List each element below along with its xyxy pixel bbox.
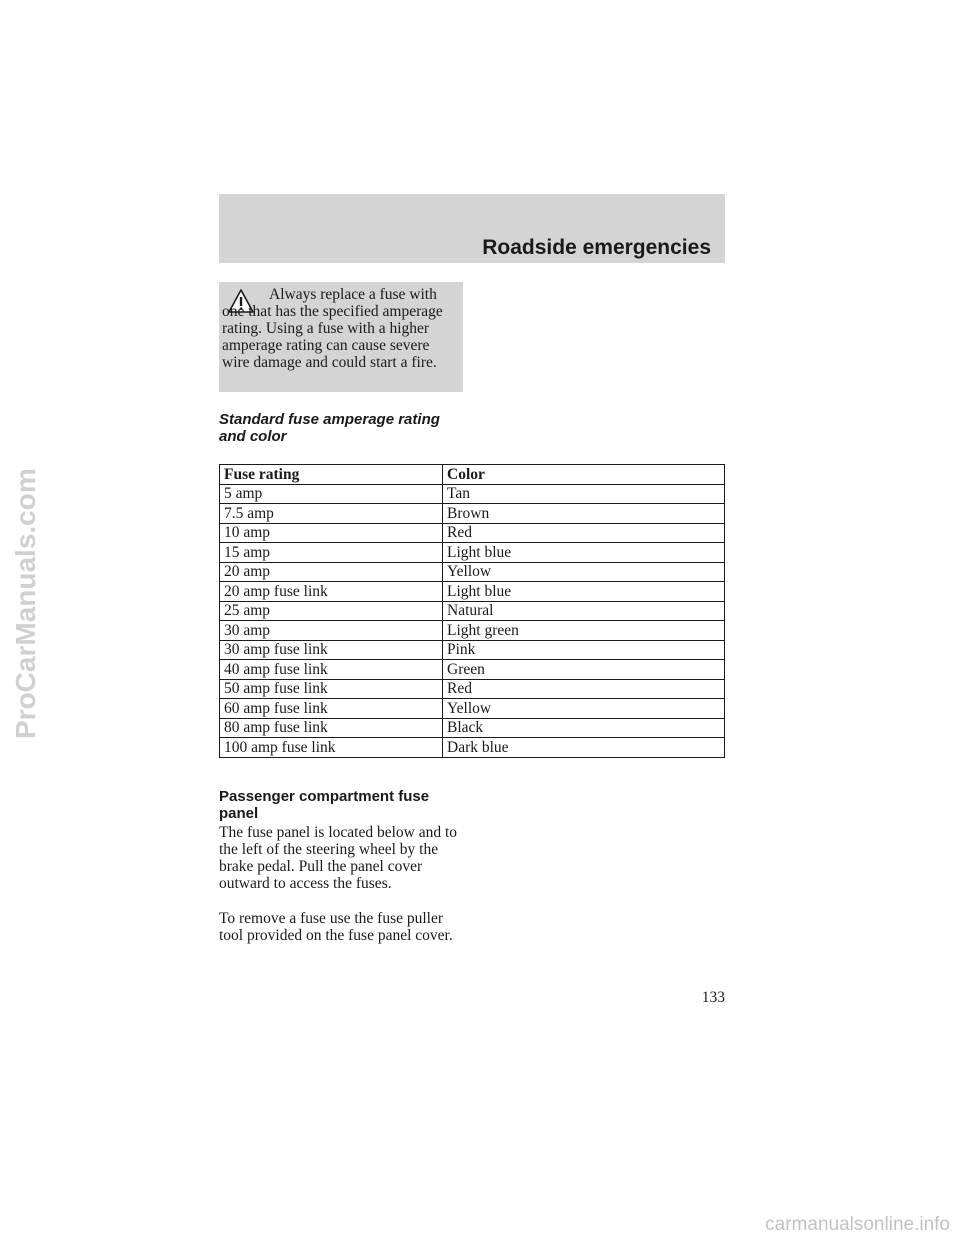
table-header-row [220,465,725,485]
table-row [220,718,725,738]
fuse-color-cell: Red [443,523,725,543]
fuse-color-cell: Brown [443,504,725,524]
table-row [220,484,725,504]
table-row [220,679,725,699]
table-row [220,640,725,660]
fuse-color-cell: Light green [443,621,725,641]
side-watermark: ProCarManuals.com [10,468,41,739]
table-row [220,582,725,602]
fuse-panel-heading [219,788,469,822]
fuse-rating-cell: 60 amp fuse link [220,699,443,719]
fuse-rating-cell: 80 amp fuse link [220,718,443,738]
fuse-panel-heading-line1: Passenger compartment fuse [219,788,430,805]
fuse-color-cell: Light blue [443,582,725,602]
fuse-rating-cell: 100 amp fuse link [220,738,443,758]
fuse-rating-cell: 40 amp fuse link [220,660,443,680]
table-row [220,699,725,719]
fuse-color-cell: Natural [443,601,725,621]
fuse-rating-heading-line2: and color [219,428,287,445]
fuse-rating-cell: 25 amp [220,601,443,621]
section-title: Roadside emergencies [482,236,711,259]
fuse-rating-cell: 50 amp fuse link [220,679,443,699]
fuse-removal-paragraph: To remove a fuse use the fuse puller tool provided on the fuse panel cover. [219,910,453,944]
table-row [220,504,725,524]
fuse-rating-cell: 15 amp [220,543,443,563]
fuse-color-cell: Tan [443,484,725,504]
column-header-color: Color [443,465,725,485]
fuse-color-cell: Red [443,679,725,699]
table-row [220,621,725,641]
fuse-color-cell: Pink [443,640,725,660]
table-row [220,523,725,543]
fuse-rating-cell: 5 amp [220,484,443,504]
warning-box [219,282,463,392]
fuse-color-cell: Yellow [443,699,725,719]
fuse-rating-cell: 10 amp [220,523,443,543]
warning-text: Always replace a fuse with one that has the specified amperage rating. Using a fuse with a higher amperage rating can cause severe wire damage and could start a fire. [222,286,443,371]
bottom-watermark: carmanualsonline.info [765,1214,950,1235]
fuse-panel-location-paragraph: The fuse panel is located below and to the left of the steering wheel by the brake pedal. Pull the panel cover outward to access the fuses. [219,824,458,892]
fuse-color-cell: Black [443,718,725,738]
fuse-color-cell: Dark blue [443,738,725,758]
table-row [220,660,725,680]
page-number: 133 [701,989,725,1006]
fuse-rating-cell: 30 amp [220,621,443,641]
column-header-fuse-rating: Fuse rating [220,465,443,485]
fuse-rating-heading-line1: Standard fuse amperage rating [219,411,440,428]
fuse-color-cell: Light blue [443,543,725,563]
fuse-panel-heading-line2: panel [219,805,259,822]
fuse-rating-cell: 20 amp fuse link [220,582,443,602]
table-row [220,562,725,582]
fuse-color-cell: Yellow [443,562,725,582]
fuse-rating-cell: 30 amp fuse link [220,640,443,660]
table-row [220,601,725,621]
fuse-rating-cell: 20 amp [220,562,443,582]
fuse-rating-table [219,464,725,758]
table-row [220,738,725,758]
fuse-rating-cell: 7.5 amp [220,504,443,524]
section-header [219,194,725,263]
fuse-rating-heading [219,411,469,445]
table-row [220,543,725,563]
fuse-color-cell: Green [443,660,725,680]
